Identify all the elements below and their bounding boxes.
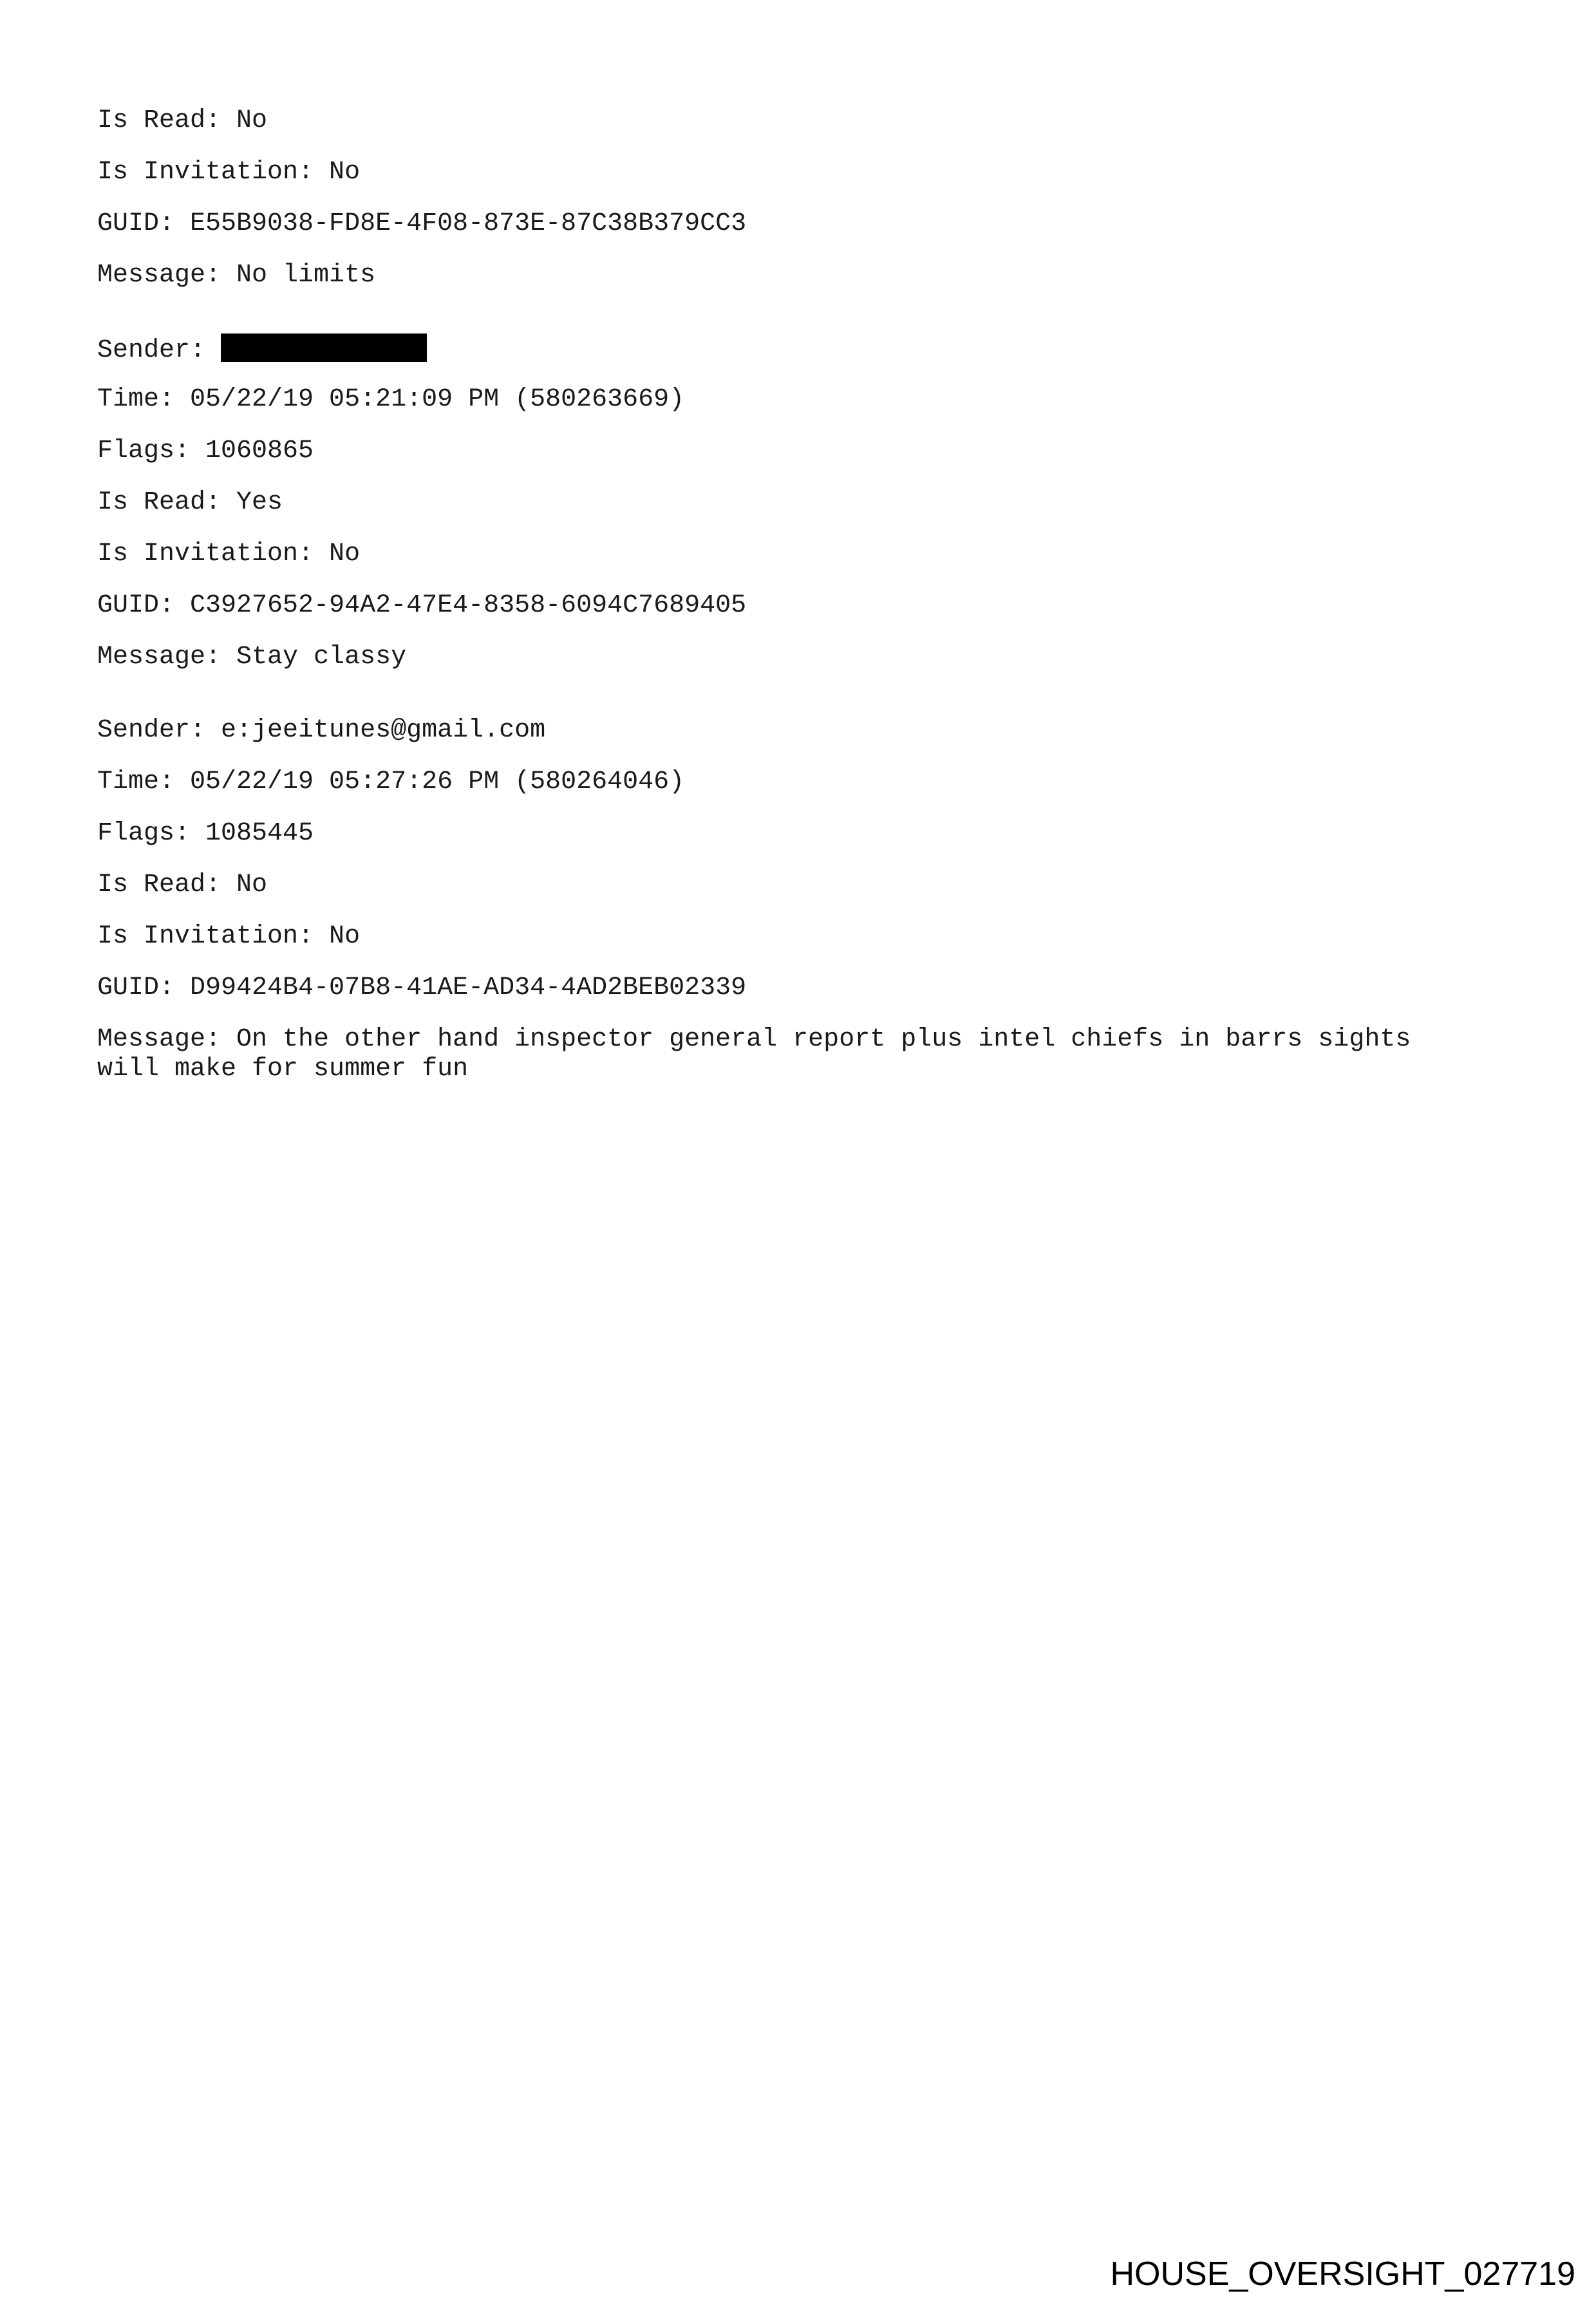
record-1-message: Message: No limits [97,261,376,290]
record-3-sender: Sender: e:jeeitunes@gmail.com [97,716,546,745]
record-2-is-invitation: Is Invitation: No [97,540,361,569]
record-2-sender [97,334,427,366]
record-3-time: Time: 05/22/19 05:27:26 PM (580264046) [97,767,685,796]
record-1-is-invitation: Is Invitation: No [97,158,361,187]
record-1-guid: GUID: E55B9038-FD8E-4F08-873E-87C38B379CC3 [97,209,747,238]
record-2-guid: GUID: C3927652-94A2-47E4-8358-6094C7689405 [97,591,747,620]
bates-number: HOUSE_OVERSIGHT_027719 [1110,2255,1575,2293]
record-3-message: Message: On the other hand inspector general report plus intel chiefs in barrs sights will make for summer fun [97,1025,1411,1084]
record-2-message: Message: Stay classy [97,643,407,672]
record-3-guid: GUID: D99424B4-07B8-41AE-AD34-4AD2BEB02339 [97,973,747,1002]
record-3-flags: Flags: 1085445 [97,819,314,848]
redaction-box [221,334,427,362]
record-1-is-read: Is Read: No [97,106,268,135]
record-2-time: Time: 05/22/19 05:21:09 PM (580263669) [97,385,685,414]
record-2-is-read: Is Read: Yes [97,488,283,517]
record-2-flags: Flags: 1060865 [97,437,314,465]
record-3-is-invitation: Is Invitation: No [97,922,361,951]
record-3-is-read: Is Read: No [97,870,268,899]
record-2-sender-label: Sender: [97,336,206,365]
